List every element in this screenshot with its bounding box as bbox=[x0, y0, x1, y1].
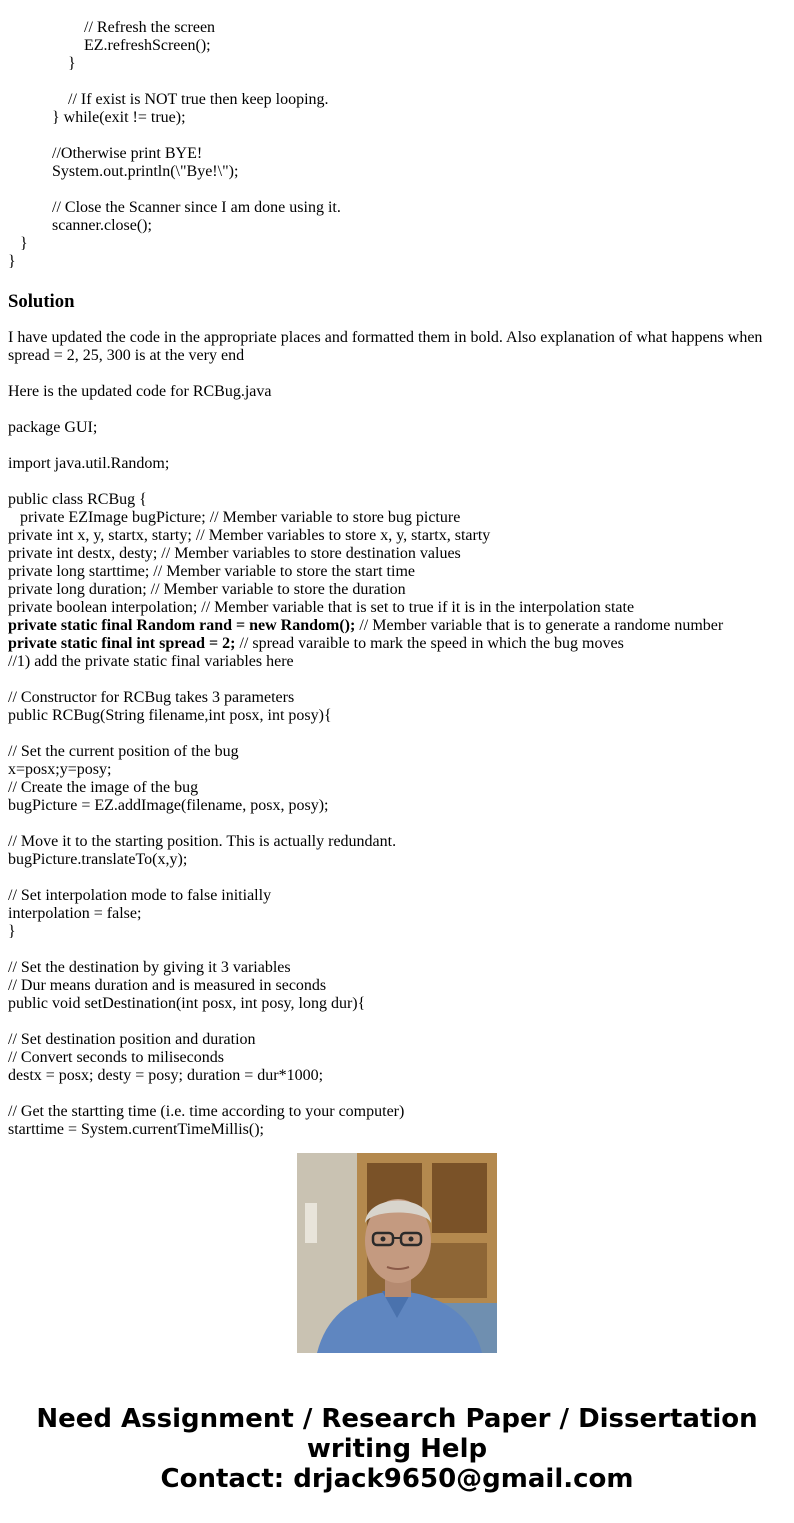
constructor-code-line: // Constructor for RCBug takes 3 parameters bbox=[8, 689, 295, 706]
import-line: import java.util.Random; bbox=[8, 455, 170, 472]
blank-line bbox=[8, 1085, 788, 1103]
class-code-line: private int x, y, startx, starty; // Member variables to store x, y, startx, starty bbox=[8, 527, 491, 544]
blank-line bbox=[8, 815, 788, 833]
blank-line bbox=[8, 127, 788, 145]
package-line: package GUI; bbox=[8, 419, 98, 436]
class-declaration-block bbox=[8, 491, 788, 617]
constructor-code-line: x=posx;y=posy; bbox=[8, 761, 112, 778]
bold-code-spread: private static final int spread = 2; bbox=[8, 635, 236, 652]
promo-line-2: writing Help bbox=[306, 1434, 488, 1464]
constructor-code-line: // Set the destination by giving it 3 variables bbox=[8, 959, 291, 976]
author-photo-icon bbox=[297, 1153, 497, 1353]
constructor-code-line: public void setDestination(int posx, int posy, long dur){ bbox=[8, 995, 366, 1012]
promo-line-1: Need Assignment / Research Paper / Dissertation bbox=[36, 1404, 758, 1434]
code-line: } bbox=[68, 55, 76, 72]
code-line: // Refresh the screen bbox=[84, 19, 216, 36]
constructor-code-line: destx = posx; desty = posy; duration = dur*1000; bbox=[8, 1067, 324, 1084]
solution-heading: Solution bbox=[8, 291, 75, 312]
class-code-line: private int destx, desty; // Member variables to store destination values bbox=[8, 545, 461, 562]
constructor-code-line: interpolation = false; bbox=[8, 905, 142, 922]
code-line: System.out.println(\"Bye!\"); bbox=[52, 163, 239, 180]
constructor-code-line: // Set interpolation mode to false initially bbox=[8, 887, 272, 904]
constructor-code-line: // Dur means duration and is measured in seconds bbox=[8, 977, 327, 994]
promo-banner bbox=[0, 1404, 794, 1494]
constructor-code-line: bugPicture.translateTo(x,y); bbox=[8, 851, 188, 868]
code-line: EZ.refreshScreen(); bbox=[84, 37, 211, 54]
author-avatar bbox=[297, 1153, 497, 1353]
bold-code-line-random bbox=[8, 617, 788, 635]
code-line: scanner.close(); bbox=[52, 217, 152, 234]
constructor-code-line: bugPicture = EZ.addImage(filename, posx, posy); bbox=[8, 797, 329, 814]
blank-line bbox=[8, 941, 788, 959]
blank-line bbox=[8, 725, 788, 743]
constructor-code-line: // Move it to the starting position. This is actually redundant. bbox=[8, 833, 397, 850]
file-note: Here is the updated code for RCBug.java bbox=[8, 383, 272, 400]
blank-line bbox=[8, 73, 788, 91]
code-line: // Close the Scanner since I am done using it. bbox=[52, 199, 341, 216]
class-code-line: public class RCBug { bbox=[8, 491, 147, 508]
bold-code-line-spread bbox=[8, 635, 788, 653]
blank-line bbox=[8, 181, 788, 199]
class-code-line: private long duration; // Member variable to store the duration bbox=[8, 581, 406, 598]
bold-code-spread-comment: // spread varaible to mark the speed in which the bug moves bbox=[235, 635, 624, 652]
constructor-code-line: // Set the current position of the bug bbox=[8, 743, 239, 760]
add-variables-comment: //1) add the private static final variables here bbox=[8, 653, 294, 670]
constructor-block bbox=[8, 689, 788, 1139]
document-content bbox=[8, 0, 788, 1139]
class-code-line: private EZImage bugPicture; // Member variable to store bug picture bbox=[20, 509, 461, 526]
code-line: } bbox=[8, 253, 16, 270]
code-line: //Otherwise print BYE! bbox=[52, 145, 203, 162]
constructor-code-line: // Create the image of the bug bbox=[8, 779, 199, 796]
code-tail-block bbox=[8, 0, 788, 271]
constructor-code-line: starttime = System.currentTimeMillis(); bbox=[8, 1121, 264, 1138]
blank-line bbox=[8, 869, 788, 887]
class-code-line: private boolean interpolation; // Member variable that is set to true if it is in the interpolation state bbox=[8, 599, 635, 616]
code-line: } while(exit != true); bbox=[52, 109, 186, 126]
constructor-code-line: public RCBug(String filename,int posx, int posy){ bbox=[8, 707, 332, 724]
constructor-code-line: // Set destination position and duration bbox=[8, 1031, 256, 1048]
class-code-line: private long starttime; // Member variable to store the start time bbox=[8, 563, 415, 580]
code-line: } bbox=[20, 235, 28, 252]
constructor-code-line: // Get the startting time (i.e. time according to your computer) bbox=[8, 1103, 405, 1120]
promo-contact: Contact: drjack9650@gmail.com bbox=[160, 1464, 634, 1494]
bold-code-random: private static final Random rand = new Random(); bbox=[8, 617, 356, 634]
blank-line bbox=[8, 1013, 788, 1031]
blank-line bbox=[8, 1, 788, 19]
code-line: // If exist is NOT true then keep looping. bbox=[68, 91, 329, 108]
solution-intro: I have updated the code in the appropriate places and formatted them in bold. Also explanation of what happens when spread = 2, 25, 300 is at the very end bbox=[8, 329, 763, 364]
bold-code-random-comment: // Member variable that is to generate a randome number bbox=[355, 617, 724, 634]
constructor-code-line: } bbox=[8, 923, 16, 940]
constructor-code-line: // Convert seconds to miliseconds bbox=[8, 1049, 224, 1066]
